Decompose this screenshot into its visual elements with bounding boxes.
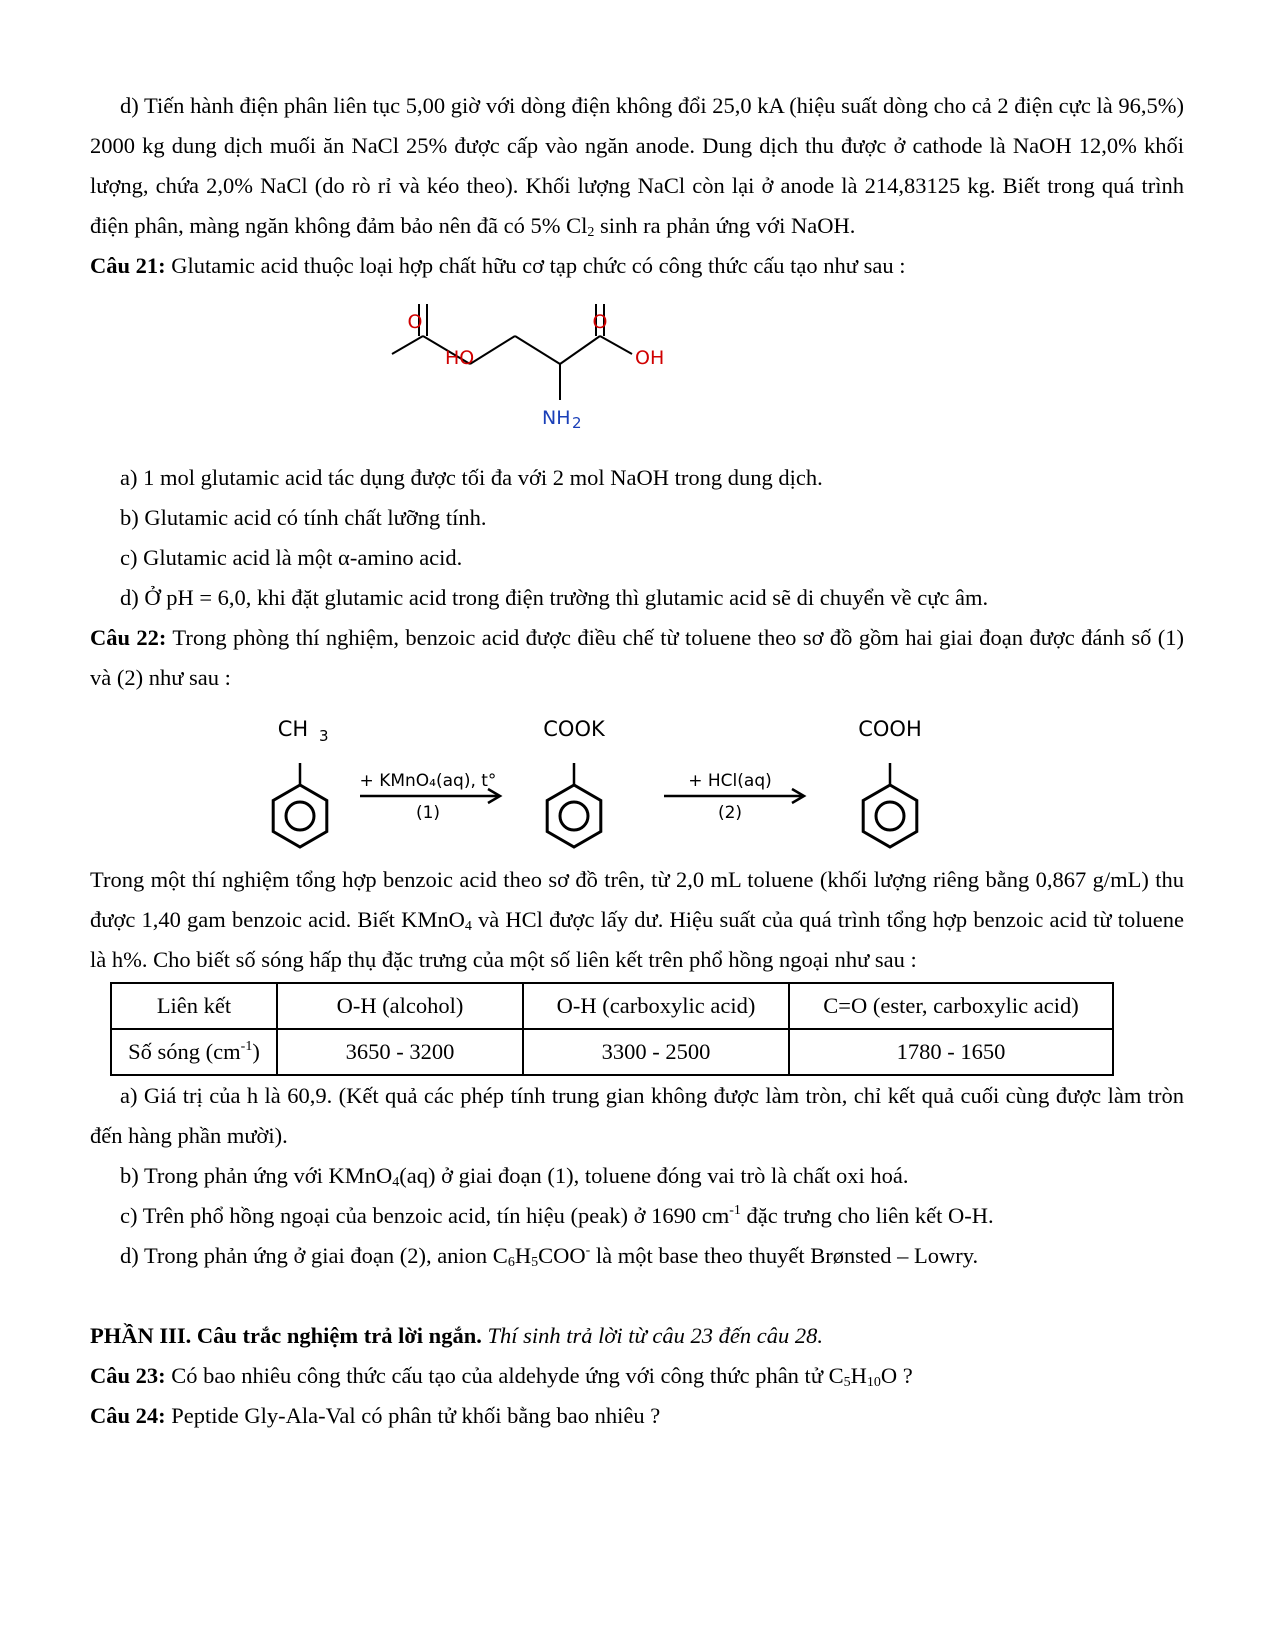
hydroxyl-label: OH [635,347,665,369]
question-label: Câu 24: [90,1403,166,1428]
oxygen-label: O [592,311,608,333]
step-number-1: (1) [415,803,441,823]
subscript: 5 [531,1255,539,1270]
q21-stem [90,246,1184,286]
question-label: Câu 21: [90,253,166,278]
cooh-label: COOH [858,717,922,741]
document-page [90,86,1184,1436]
aromatic-circle [876,802,904,830]
bond [515,336,560,364]
table-cell: 3300 - 2500 [523,1029,789,1075]
reagent-label-2: + HCl(aq) [688,771,772,791]
hydroxyl-label: HO [445,347,475,369]
q23 [90,1356,1184,1396]
q20-d-tail: sinh ra phản ứng với NaOH. [594,213,856,238]
bond [600,336,632,354]
table-header-row [111,983,1113,1029]
table-header-cell: O-H (alcohol) [277,983,523,1029]
benzene-ring [273,785,327,847]
option-text: d) Trong phản ứng ở giai đoạn (2), anion C [120,1243,508,1268]
q22-option-d [90,1236,1184,1276]
table-cell: 3650 - 3200 [277,1029,523,1075]
section-spacer [90,1276,1184,1316]
amino-subscript: 2 [572,414,582,432]
reaction-arrow-1 [360,789,500,803]
superscript: -1 [240,1039,253,1054]
reaction-scheme-svg [90,698,1184,860]
question-label: Câu 22: [90,625,167,650]
benzene-ring [863,785,917,847]
table-header-cell: Liên kết [111,983,277,1029]
part3-heading [90,1316,1184,1356]
q22-body [90,860,1184,980]
aromatic-circle [286,802,314,830]
q24 [90,1396,1184,1436]
option-text: H [514,1243,532,1268]
option-text: (aq) ở giai đoạn (1), toluene đóng vai trò là chất oxi hoá. [399,1163,909,1188]
q21-option-d: d) Ở pH = 6,0, khi đặt glutamic acid trong điện trường thì glutamic acid sẽ di chuyển về cực âm. [120,585,989,610]
part3-title: PHẦN III. Câu trắc nghiệm trả lời ngắn. [90,1323,482,1348]
q20-option-d [90,86,1184,246]
potassium-benzoate-ring [547,763,601,847]
aromatic-circle [560,802,588,830]
q21-option-b: b) Glutamic acid có tính chất lưỡng tính. [120,505,487,530]
cook-label: COOK [543,717,605,741]
option-text: b) Trong phản ứng với KMnO [120,1163,393,1188]
methyl-subscript: 3 [319,727,329,745]
step-number-2: (2) [717,803,743,823]
subscript: 10 [866,1375,881,1390]
q21-option-a: a) 1 mol glutamic acid tác dụng được tối đa với 2 mol NaOH trong dung dịch. [120,465,823,490]
q20-d-text: d) Tiến hành điện phân liên tục 5,00 giờ với dòng điện không đổi 25,0 kA (hiệu suất dòng cho cả 2 điện cực là 96,5%) 2000 kg dung dịch muối ăn NaCl 25% được cấp vào ngăn anode. Dung dịch thu được ở cathode là NaOH 12,0% khối lượng, chứa 2,0% NaCl (do rò rỉ và kéo theo). Khối lượng NaCl còn lại ở anode là 214,83125 kg. Biết trong quá trình điện phân, màng ngăn không đảm bảo nên đã có 5% Cl [90,93,1184,238]
amino-label: NH [542,407,571,429]
part3-note: Thí sinh trả lời từ câu 23 đến câu 28. [481,1323,823,1348]
ir-absorption-table [110,982,1114,1076]
q22-option-c [90,1196,1184,1236]
subscript: 6 [507,1255,515,1270]
option-text: đặc trưng cho liên kết O-H. [740,1203,994,1228]
toluene-ring [273,763,327,847]
table-header-cell: O-H (carboxylic acid) [523,983,789,1029]
q22-body-text: Trong một thí nghiệm tổng hợp benzoic acid theo sơ đồ trên, từ 2,0 mL toluene (khối lượng riêng bằng 0,867 g/mL) thu được 1,40 gam benzoic acid. Biết KMnO [90,867,1184,932]
option-text: c) Trên phổ hồng ngoại của benzoic acid, tín hiệu (peak) ở 1690 cm [120,1203,730,1228]
bond [470,336,515,364]
superscript: -1 [729,1203,741,1218]
table-cell: 1780 - 1650 [789,1029,1113,1075]
subscript: 2 [587,225,595,240]
q22-option-a: a) Giá trị của h là 60,9. (Kết quả các phép tính trung gian không được làm tròn, chỉ kết quả cuối cùng được làm tròn đến hàng phần mười). [90,1083,1184,1148]
option-text: là một base theo thuyết Brønsted – Lowry. [590,1243,979,1268]
option-text: COO [538,1243,586,1268]
q22-option-b [90,1156,1184,1196]
q21-option-c: c) Glutamic acid là một α-amino acid. [120,545,463,570]
reaction-scheme [90,698,1184,860]
bond [560,336,600,364]
bond [392,336,423,354]
reagent-label-1: + KMnO₄(aq), t° [359,771,497,791]
question-text: Có bao nhiêu công thức cấu tạo của aldehyde ứng với công thức phân tử C [165,1363,844,1388]
subscript: 4 [392,1175,400,1190]
question-text: O ? [880,1363,913,1388]
benzoic-acid-ring [863,763,917,847]
subscript: 4 [464,919,472,934]
methyl-label: CH [277,717,309,741]
table-row [111,1029,1113,1075]
question-text: H [850,1363,867,1388]
q22-stem [90,618,1184,698]
q22-body-tail: và HCl được lấy dư. Hiệu suất của quá trình tổng hợp benzoic acid từ toluene là h%. Cho biết số sóng hấp thụ đặc trưng của một số liên kết trên phổ hồng ngoại như sau : [90,907,1184,972]
question-text: Peptide Gly-Ala-Val có phân tử khối bằng bao nhiêu ? [165,1403,661,1428]
row-label-text: Số sóng (cm [128,1039,241,1064]
table-header-cell: C=O (ester, carboxylic acid) [789,983,1113,1029]
reaction-arrow-2 [664,789,804,803]
benzene-ring [547,785,601,847]
question-text: Trong phòng thí nghiệm, benzoic acid được điều chế từ toluene theo sơ đồ gồm hai giai đoạn được đánh số (1) và (2) như sau : [90,625,1184,690]
glutamic-acid-structure [90,286,1184,458]
glutamic-acid-svg [90,286,1184,458]
subscript: 5 [843,1375,851,1390]
question-text: Glutamic acid thuộc loại hợp chất hữu cơ tạp chức có công thức cấu tạo như sau : [165,253,906,278]
oxygen-label: O [407,311,423,333]
table-row-label [111,1029,277,1075]
row-label-tail: ) [252,1039,260,1064]
question-label: Câu 23: [90,1363,166,1388]
superscript: - [585,1243,591,1258]
